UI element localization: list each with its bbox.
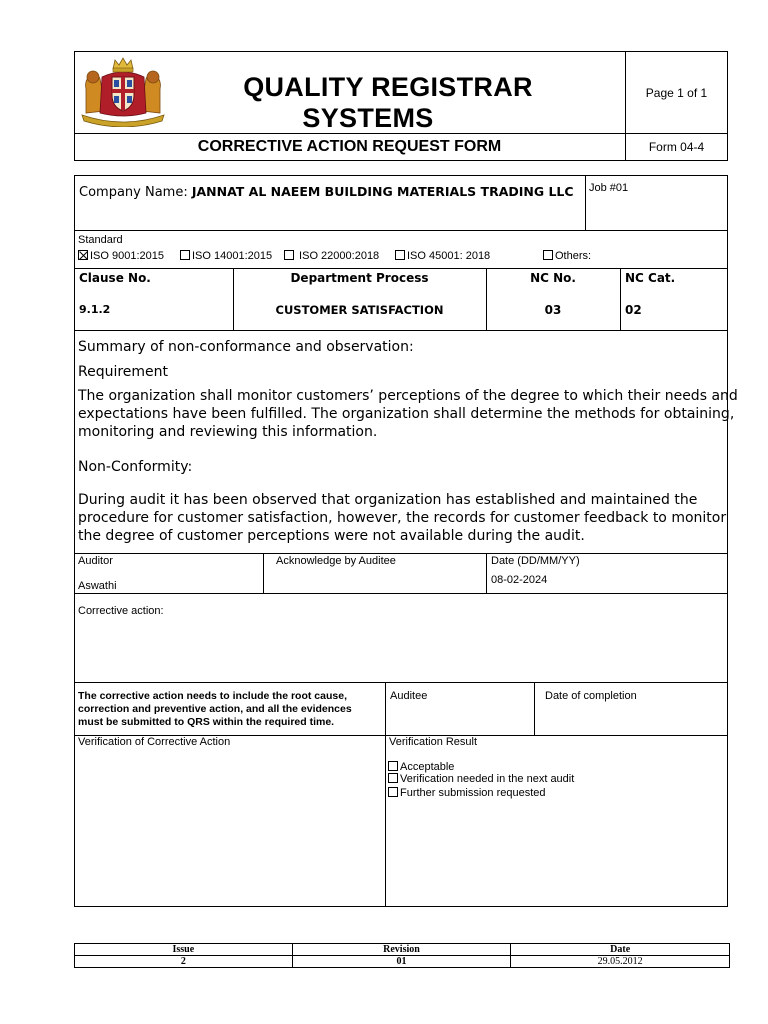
iso45001-checkbox[interactable] [395, 250, 405, 260]
nc-cat-header: NC Cat. [625, 271, 676, 285]
instruction-line-2: correction and preventive action, and all the evidences [78, 703, 352, 715]
auditee-label: Auditee [390, 690, 428, 702]
revision-table-header [75, 944, 730, 956]
nc-no-header: NC No. [530, 271, 576, 285]
revision-value: 01 [292, 956, 511, 968]
standard-option-iso14001[interactable]: ISO 14001:2015 [180, 250, 272, 262]
issue-header: Issue [75, 944, 293, 956]
requirement-heading: Requirement [78, 364, 169, 380]
verification-result-label: Verification Result [389, 736, 478, 748]
result-option-further-submission[interactable]: Further submission requested [388, 787, 546, 799]
clause-header: Clause No. [79, 271, 151, 285]
standard-option-iso45001[interactable]: ISO 45001: 2018 [395, 250, 490, 262]
date-header: Date [511, 944, 730, 956]
standard-option-others[interactable]: Others: [543, 250, 591, 262]
company-name-label: Company Name: [79, 185, 192, 200]
verification-label: Verification of Corrective Action [78, 736, 231, 748]
corrective-action-field[interactable] [75, 620, 727, 682]
nonconformity-heading: Non-Conformity: [78, 459, 193, 475]
clause-value: 9.1.2 [79, 303, 111, 316]
nc-no-value: 03 [544, 303, 562, 317]
auditor-label: Auditor [78, 555, 113, 567]
revision-table [74, 943, 730, 968]
iso9001-checkbox[interactable] [78, 250, 88, 260]
next-audit-checkbox[interactable] [388, 773, 398, 783]
department-value: CUSTOMER SATISFACTION [275, 303, 444, 317]
completion-date-label: Date of completion [545, 690, 637, 702]
acceptable-checkbox[interactable] [388, 761, 398, 771]
instruction-line-1: The corrective action needs to include the root cause, [78, 690, 347, 702]
corrective-action-label: Corrective action: [78, 605, 164, 617]
date-label: Date (DD/MM/YY) [491, 555, 580, 567]
revision-header: Revision [292, 944, 511, 956]
company-title-line1: QUALITY REGISTRAR [243, 72, 533, 102]
others-checkbox[interactable] [543, 250, 553, 260]
standard-option-iso9001[interactable]: ISO 9001:2015 [78, 250, 164, 262]
result-option-acceptable[interactable]: Acceptable [388, 761, 454, 773]
nonconformity-line-3: the degree of customer perceptions were not available during the audit. [78, 528, 585, 544]
company-name-value: JANNAT AL NAEEM BUILDING MATERIALS TRADING LLC [191, 184, 574, 199]
form-title: CORRECTIVE ACTION REQUEST FORM [197, 138, 502, 155]
date-value-footer: 29.05.2012 [511, 956, 730, 968]
standard-option-iso22000[interactable]: ISO 22000:2018 [284, 250, 379, 262]
iso22000-checkbox[interactable] [284, 250, 294, 260]
issue-value: 2 [75, 956, 293, 968]
company-name-field [79, 184, 574, 200]
acknowledge-label: Acknowledge by Auditee [276, 555, 396, 567]
further-submission-checkbox[interactable] [388, 787, 398, 797]
nonconformity-line-2: procedure for customer satisfaction, however, the records for customer feedback to monitor [78, 510, 727, 526]
date-value: 08-02-2024 [491, 574, 548, 586]
auditor-value: Aswathi [78, 580, 117, 592]
nonconformity-line-1: During audit it has been observed that organization has established and maintained the [78, 492, 698, 508]
form-number: Form 04-4 [648, 140, 705, 154]
job-number: Job #01 [589, 182, 629, 194]
page-indicator: Page 1 of 1 [645, 86, 708, 100]
requirement-line-3: monitoring and reviewing this information. [78, 424, 378, 440]
summary-heading: Summary of non-conformance and observation: [78, 339, 414, 355]
iso14001-checkbox[interactable] [180, 250, 190, 260]
department-header: Department Process [290, 271, 429, 285]
standard-label: Standard [78, 234, 123, 246]
revision-table-row [75, 956, 730, 968]
requirement-line-1: The organization shall monitor customers’ perceptions of the degree to which their needs and [78, 388, 738, 404]
company-title-line2: SYSTEMS [302, 103, 434, 133]
nc-cat-value: 02 [625, 303, 642, 317]
requirement-line-2: expectations have been fulfilled. The organization shall determine the methods for obtaining, [78, 406, 735, 422]
instruction-line-3: must be submitted to QRS within the required time. [78, 716, 335, 728]
result-option-next-audit[interactable]: Verification needed in the next audit [388, 773, 574, 785]
